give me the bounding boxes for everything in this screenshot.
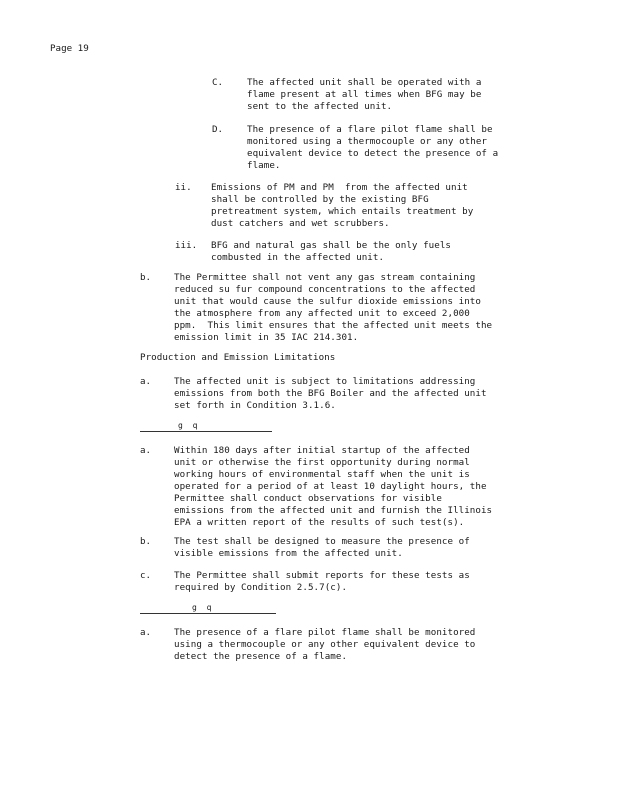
heading-underline-testing [140,431,272,432]
item-D-line-2: monitored using a thermocouple or any other [247,136,487,147]
limitations-line-3: set forth in Condition 3.1.6. [174,400,336,411]
testing-b-line-1: The test shall be designed to measure the presence of [174,536,470,547]
monitoring-a-line-3: detect the presence of a flame. [174,651,348,662]
monitoring-a-line-1: The presence of a flare pilot flame shall be monitored [174,627,476,638]
item-iii-line-2: combusted in the affected unit. [211,252,385,263]
item-b-line-3: unit that would cause the sulfur dioxide emissions into [174,296,481,307]
testing-b-line-2: visible emissions from the affected unit. [174,548,403,559]
illegible-heading-testing: g q [178,421,198,430]
testing-a-line-1: Within 180 days after initial startup of the affected [174,445,470,456]
item-label-b: b. [140,272,152,283]
testing-c-line-1: The Permittee shall submit reports for these tests as [174,570,470,581]
testing-a-line-4: operated for a period of at least 10 daylight hours, the [174,481,487,492]
item-label-iii: iii. [175,240,198,251]
item-C-line-3: sent to the affected unit. [247,101,393,112]
testing-c-line-2: required by Condition 2.5.7(c). [174,582,348,593]
testing-a-line-6: emissions from the affected unit and furnish the Illinois [174,505,493,516]
item-D-line-3: equivalent device to detect the presence of a [247,148,499,159]
item-b-line-2: reduced su fur compound concentrations to the affected [174,284,476,295]
item-b-line-6: emission limit in 35 IAC 214.301. [174,332,359,343]
item-b-line-1: The Permittee shall not vent any gas stream containing [174,272,476,283]
section-heading-production: Production and Emission Limitations [140,352,336,363]
item-ii-line-1: Emissions of PM and PM from the affected unit [211,182,468,193]
item-label-ii: ii. [175,182,192,193]
item-C-line-1: The affected unit shall be operated with a [247,77,482,88]
item-D-line-4: flame. [247,160,281,171]
limitations-line-2: emissions from both the BFG Boiler and the affected unit [174,388,487,399]
item-label-c-testing: c. [140,570,152,581]
item-label-a-monitoring: a. [140,627,152,638]
item-label-a-testing: a. [140,445,152,456]
item-label-a-limitations: a. [140,376,152,387]
item-ii-line-4: dust catchers and wet scrubbers. [211,218,390,229]
item-label-D: D. [212,124,224,135]
item-label-C: C. [212,77,224,88]
limitations-line-1: The affected unit is subject to limitations addressing [174,376,476,387]
page-number: Page 19 [50,43,89,54]
testing-a-line-2: unit or otherwise the first opportunity during normal [174,457,470,468]
item-ii-line-2: shall be controlled by the existing BFG [211,194,429,205]
item-b-line-4: the atmosphere from any affected unit to exceed 2,000 [174,308,470,319]
testing-a-line-7: EPA a written report of the results of such test(s). [174,517,465,528]
illegible-heading-monitoring: g q [192,603,212,612]
item-b-line-5: ppm. This limit ensures that the affected unit meets the [174,320,493,331]
item-iii-line-1: BFG and natural gas shall be the only fuels [211,240,451,251]
testing-a-line-3: working hours of environmental staff when the unit is [174,469,470,480]
testing-a-line-5: Permittee shall conduct observations for visible [174,493,442,504]
item-D-line-1: The presence of a flare pilot flame shall be [247,124,493,135]
item-ii-line-3: pretreatment system, which entails treatment by [211,206,474,217]
monitoring-a-line-2: using a thermocouple or any other equivalent device to [174,639,476,650]
item-label-b-testing: b. [140,536,152,547]
item-C-line-2: flame present at all times when BFG may be [247,89,482,100]
